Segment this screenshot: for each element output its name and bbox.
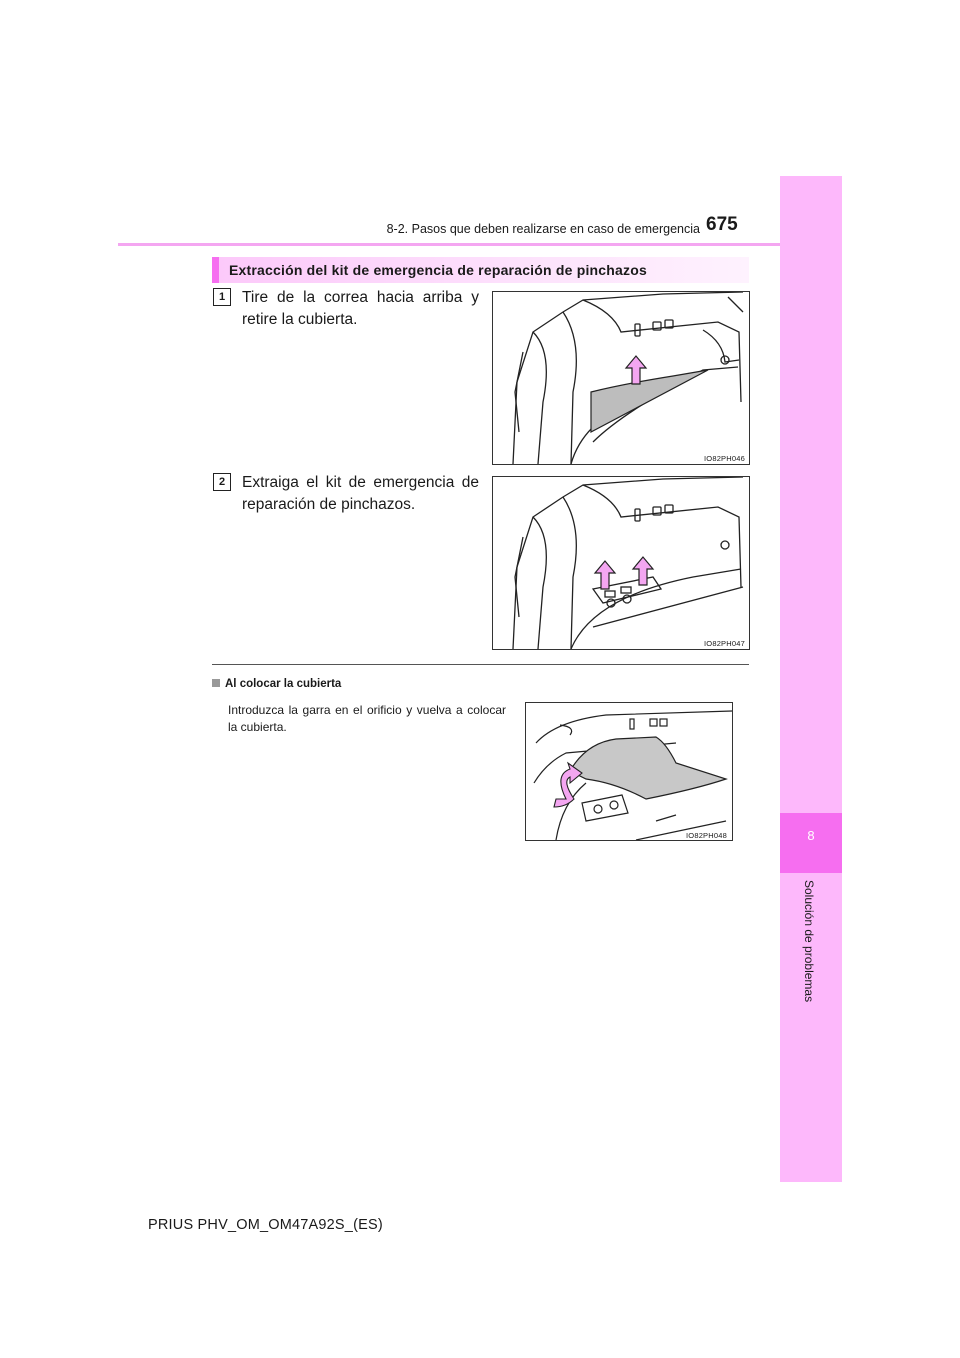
square-bullet-icon (212, 679, 220, 687)
note-heading-text: Al colocar la cubierta (225, 678, 342, 690)
trunk-illustration-3 (526, 703, 732, 840)
subheading-band (212, 257, 749, 283)
page-number: 675 (706, 214, 738, 235)
trunk-illustration-2 (493, 477, 749, 649)
up-arrow-icon (626, 356, 646, 384)
chapter-title: Solución de problemas (802, 880, 816, 1003)
section-divider (212, 664, 749, 665)
figure-code-1: IO82PH046 (704, 454, 745, 463)
section-title: 8-2. Pasos que deben realizarse en caso de emergencia (386, 222, 700, 236)
footer-document-code: PRIUS PHV_OM_OM47A92S_(ES) (148, 1217, 383, 1233)
step-badge-2: 2 (213, 473, 231, 491)
figure-step-2 (492, 476, 750, 650)
curved-arrow-icon (554, 763, 582, 807)
note-heading (212, 678, 341, 690)
chapter-number-box (780, 813, 842, 873)
figure-step-1 (492, 291, 750, 465)
chapter-side-tab (780, 176, 842, 1182)
step-text-2: Extraiga el kit de emergencia de reparación de pinchazos. (242, 474, 479, 513)
figure-code-3: IO82PH048 (686, 831, 727, 840)
trunk-illustration-1 (493, 292, 749, 464)
figure-code-2: IO82PH047 (704, 639, 745, 648)
note-text: Introduzca la garra en el orificio y vuelva a colocar la cubierta. (228, 703, 506, 734)
header-rule (118, 243, 842, 246)
chapter-number: 8 (807, 828, 815, 843)
subheading-text: Extracción del kit de emergencia de reparación de pinchazos (229, 262, 647, 278)
step-badge-1: 1 (213, 288, 231, 306)
figure-note (525, 702, 733, 841)
step-text-1: Tire de la correa hacia arriba y retire la cubierta. (242, 289, 479, 328)
